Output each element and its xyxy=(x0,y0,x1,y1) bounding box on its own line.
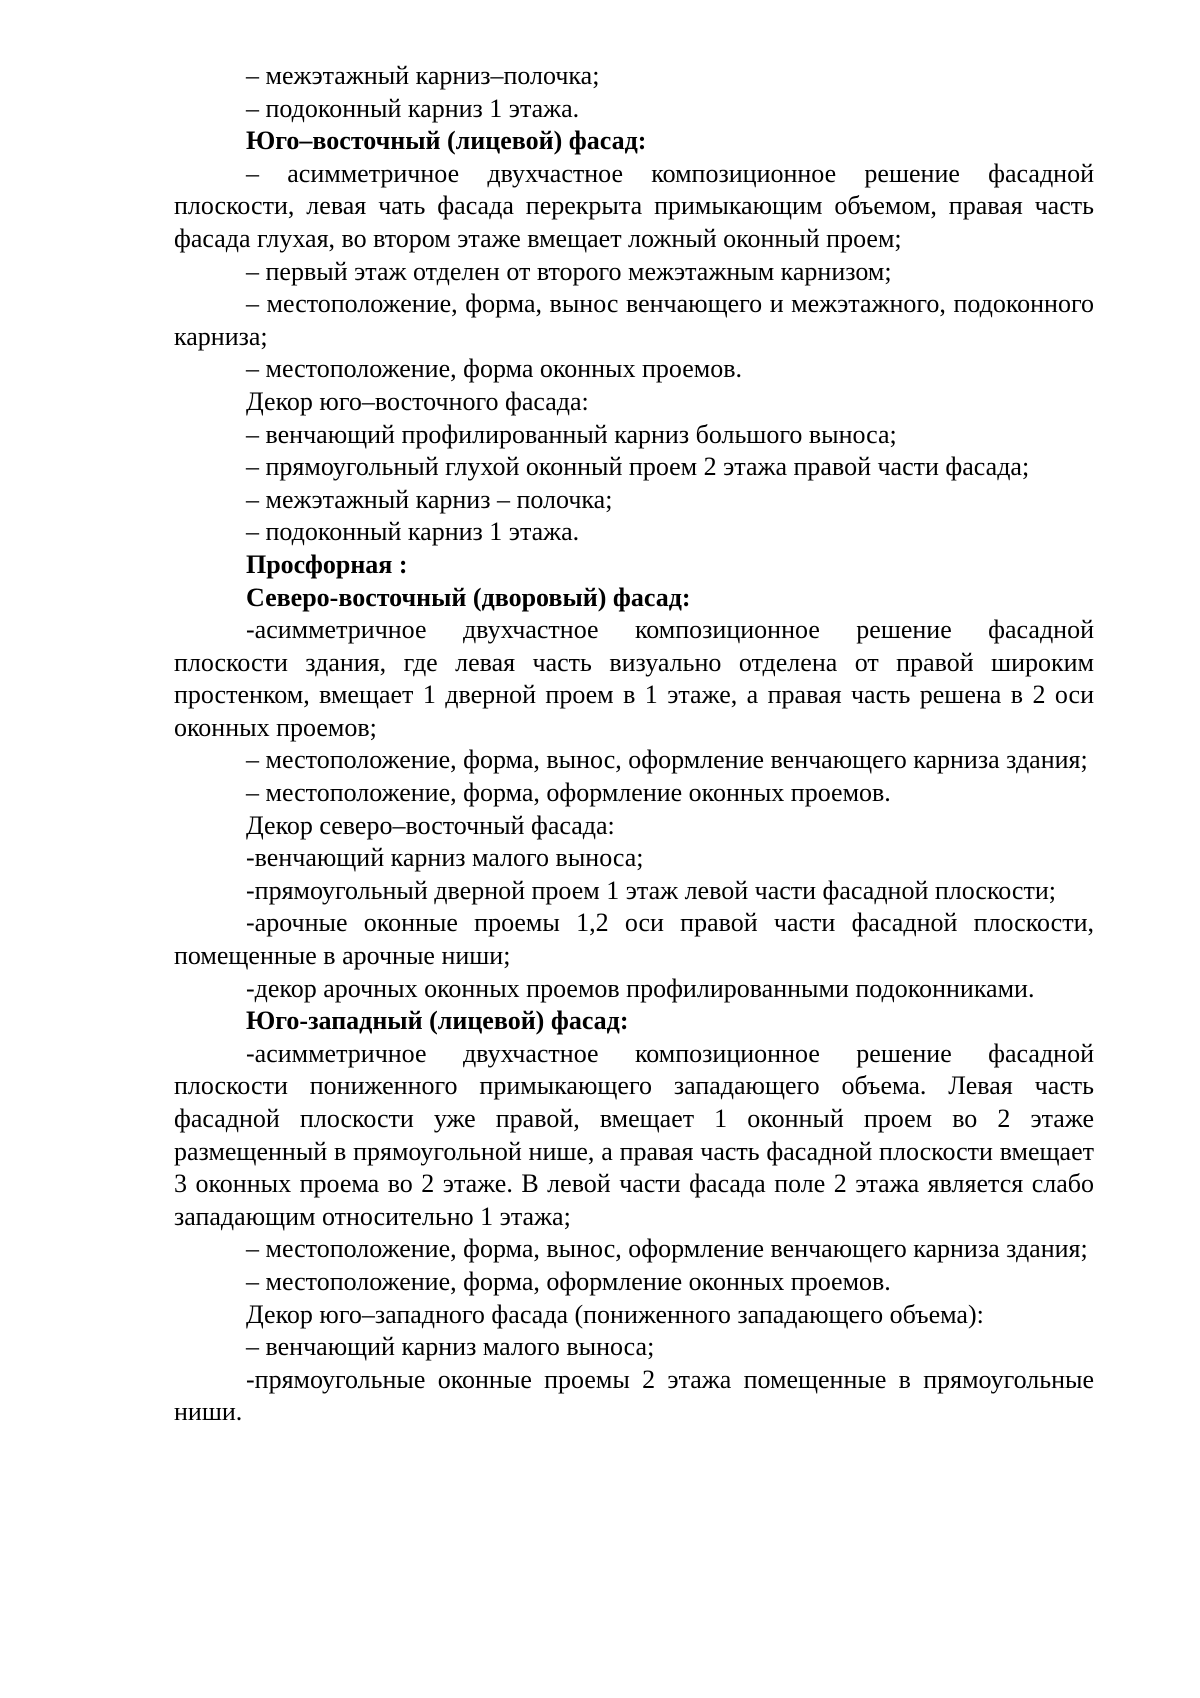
list-item: – первый этаж отделен от второго межэтажным карнизом; xyxy=(246,256,892,286)
list-item: – венчающий карниз малого выноса; xyxy=(246,1332,655,1362)
list-item: – подоконный карниз 1 этажа. xyxy=(246,93,580,123)
list-item: – асимметричное двухчастное композиционное решение фасадной плоскости, левая чать фасада перекрыта примыкающим объемом, правая часть фасада глухая, во втором этаже вмещает ложный оконный проем; xyxy=(174,158,1094,253)
decor-subheading: Декор юго–западного фасада (пониженного западающего объема): xyxy=(246,1299,984,1329)
list-item: – местоположение, форма, вынос венчающего и межэтажного, подоконного карниза; xyxy=(174,289,1094,351)
section-heading: Северо-восточный (дворовый) фасад: xyxy=(246,582,691,612)
list-item: -асимметричное двухчастное композиционное решение фасадной плоскости здания, где левая часть визуально отделена от правой широким простенком, вмещает 1 дверной проем в 1 этаже, а правая часть решена в 2 оси оконных проемов; xyxy=(174,615,1094,742)
list-item: – местоположение, форма оконных проемов. xyxy=(246,354,743,384)
list-item: -венчающий карниз малого выноса; xyxy=(246,843,644,873)
list-item: -прямоугольный дверной проем 1 этаж левой части фасадной плоскости; xyxy=(246,875,1056,905)
building-heading: Просфорная : xyxy=(246,549,408,579)
section-heading: Юго–восточный (лицевой) фасад: xyxy=(246,126,647,156)
list-item: -прямоугольные оконные проемы 2 этажа помещенные в прямоугольные ниши. xyxy=(174,1364,1094,1427)
list-item: – венчающий профилированный карниз большого выноса; xyxy=(246,419,897,449)
list-item: -декор арочных оконных проемов профилированными подоконниками. xyxy=(246,973,1035,1003)
list-item: – прямоугольный глухой оконный проем 2 этажа правой части фасада; xyxy=(246,452,1030,482)
decor-subheading: Декор северо–восточный фасада: xyxy=(246,810,615,840)
decor-subheading: Декор юго–восточного фасада: xyxy=(246,386,589,416)
section-heading: Юго-западный (лицевой) фасад: xyxy=(246,1006,629,1036)
document-body xyxy=(174,60,1094,1429)
list-item: – местоположение, форма, вынос, оформление венчающего карниза здания; xyxy=(246,1234,1088,1264)
list-item: – местоположение, форма, вынос, оформление венчающего карниза здания; xyxy=(246,745,1088,775)
list-item: – межэтажный карниз–полочка; xyxy=(246,61,600,90)
list-item: – местоположение, форма, оформление оконных проемов. xyxy=(246,1266,891,1296)
list-item: – межэтажный карниз – полочка; xyxy=(246,484,613,514)
list-item: -асимметричное двухчастное композиционное решение фасадной плоскости пониженного примыкающего западающего объема. Левая часть фасадной плоскости уже правой, вмещает 1 оконный проем во 2 этаже размещенный в прямоугольной нише, а правая часть фасадной плоскости вмещает 3 оконных проема во 2 этаже. В левой части фасада поле 2 этажа является слабо западающим относительно 1 этажа; xyxy=(174,1038,1094,1231)
list-item: -арочные оконные проемы 1,2 оси правой части фасадной плоскости, помещенные в арочные ниши; xyxy=(174,908,1094,971)
list-item: – местоположение, форма, оформление оконных проемов. xyxy=(246,778,891,808)
list-item: – подоконный карниз 1 этажа. xyxy=(246,517,580,547)
